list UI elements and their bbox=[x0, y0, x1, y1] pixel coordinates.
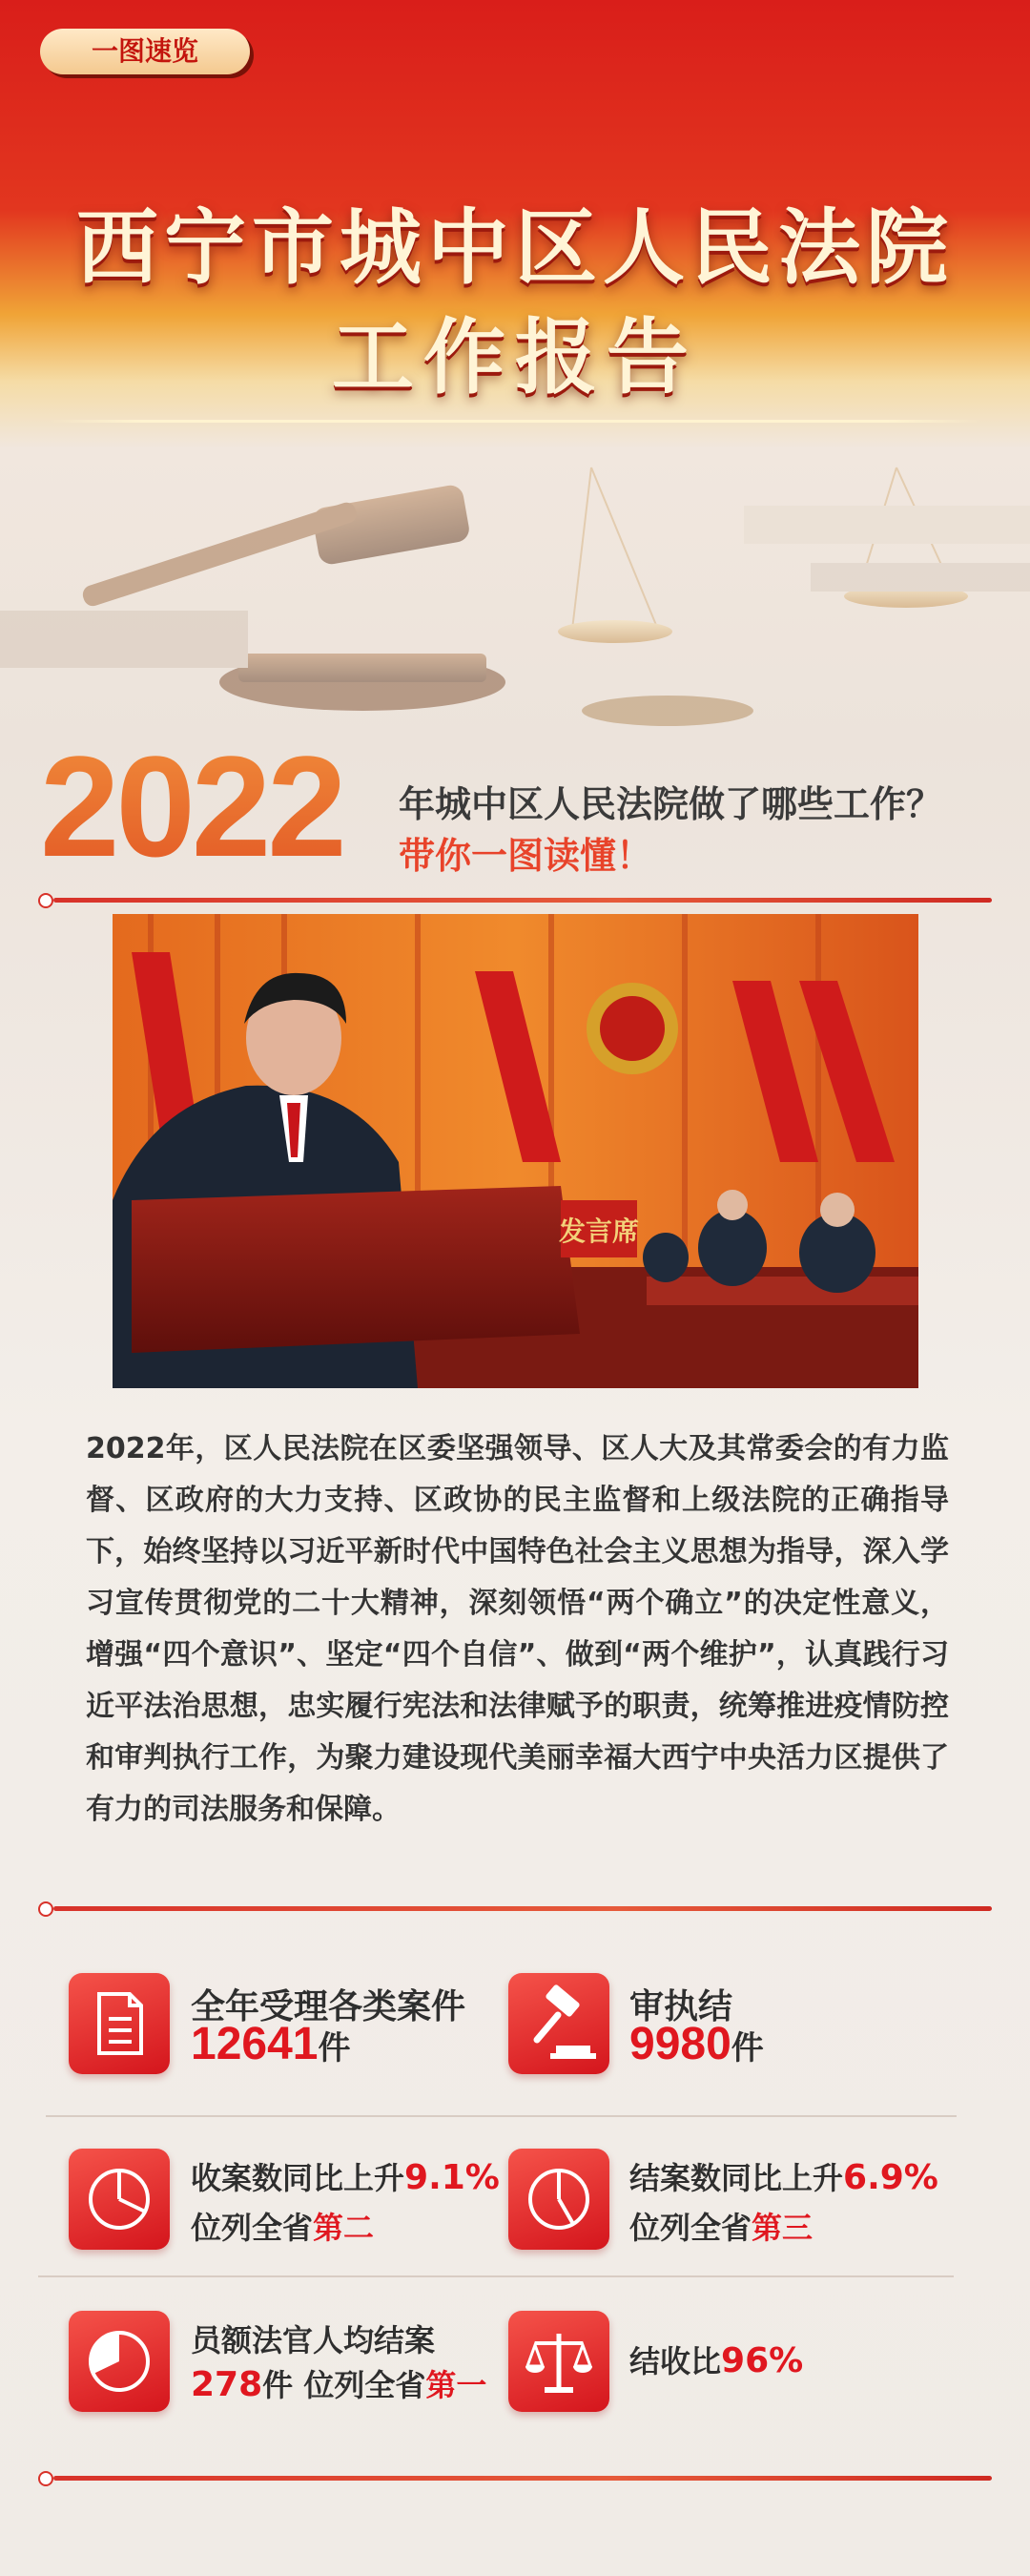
closing-growth-value: 6.9% bbox=[843, 2158, 938, 2197]
cases-unit: 件 bbox=[318, 2029, 351, 2067]
divider-dot bbox=[38, 1901, 53, 1917]
pie-chart-icon bbox=[69, 2311, 170, 2412]
scales-icon bbox=[508, 2311, 609, 2412]
section-divider bbox=[38, 2471, 992, 2486]
per-judge-row bbox=[191, 2361, 486, 2405]
year-number: 2022 bbox=[40, 726, 343, 886]
per-judge-rank: 第一 bbox=[425, 2367, 487, 2403]
cases-value: 12641 bbox=[191, 2019, 319, 2069]
filing-growth-value: 9.1% bbox=[404, 2158, 500, 2197]
filing-growth-label: 收案数同比上升 bbox=[191, 2160, 405, 2196]
stats-separator bbox=[46, 2115, 957, 2117]
filing-rank: 第二 bbox=[313, 2210, 375, 2246]
section-divider bbox=[38, 893, 992, 908]
divider-bar bbox=[53, 1906, 992, 1911]
closing-growth-label: 结案数同比上升 bbox=[629, 2160, 844, 2196]
per-judge-value: 278 bbox=[191, 2365, 263, 2404]
report-title-line2: 工作报告 bbox=[332, 309, 698, 405]
closed-value: 9980 bbox=[629, 2019, 731, 2069]
divider-dot bbox=[38, 893, 53, 908]
divider-bar bbox=[53, 2476, 992, 2481]
gavel-scales-background bbox=[0, 410, 1030, 744]
ratio-value: 96% bbox=[721, 2341, 804, 2380]
section-divider bbox=[38, 1901, 992, 1917]
closing-rank-row bbox=[629, 2204, 813, 2248]
stats-separator bbox=[38, 2275, 954, 2277]
document-icon bbox=[69, 1973, 170, 2074]
closing-growth-row bbox=[629, 2154, 938, 2198]
pie-chart-icon bbox=[508, 2149, 609, 2250]
intro-question: 年城中区人民法院做了哪些工作？ bbox=[399, 783, 943, 825]
report-title-line1: 西宁市城中区人民法院 bbox=[76, 199, 954, 296]
closing-rank-prefix: 位列全省 bbox=[629, 2210, 752, 2246]
cases-value-row bbox=[191, 2018, 350, 2070]
filing-growth-row bbox=[191, 2154, 500, 2198]
gavel-icon bbox=[508, 1973, 609, 2074]
divider-dot bbox=[38, 2471, 53, 2486]
ratio-label: 结收比 bbox=[629, 2343, 722, 2379]
meeting-photo bbox=[113, 914, 918, 1388]
filing-rank-prefix: 位列全省 bbox=[191, 2210, 314, 2246]
meeting-photo-illustration bbox=[113, 914, 918, 1388]
closing-rank: 第三 bbox=[752, 2210, 814, 2246]
closed-label: 审执结 bbox=[629, 1987, 733, 2026]
cases-label: 全年受理各类案件 bbox=[191, 1987, 466, 2026]
per-judge-unit: 件 bbox=[262, 2367, 294, 2403]
filing-rank-row bbox=[191, 2204, 374, 2248]
podium-sign: 发言席 bbox=[558, 1215, 640, 1247]
per-judge-label: 员额法官人均结案 bbox=[191, 2322, 436, 2358]
ratio-row bbox=[629, 2337, 803, 2381]
title-underline bbox=[50, 420, 980, 423]
per-judge-rank-prefix: 位列全省 bbox=[303, 2367, 426, 2403]
pie-chart-icon bbox=[69, 2149, 170, 2250]
report-summary: 2022年，区人民法院在区委坚强领导、区人大及其常委会的有力监督、区政府的大力支持、区政协的民主监督和上级法院的正确指导下，始终坚持以习近平新时代中国特色社会主义思想为指导，深入学习宣传贯彻党的二十大精神，深刻领悟“两个确立”的决定性意义，增强“四个意识”、坚定“四个自信”、做到“两个维护”，认真践行习近平法治思想，忠实履行宪法和法律赋予的职责，统筹推进疫情防控和审判执行工作，为聚力建设现代美丽幸福大西宁中央活力区提供了有力的司法服务和保障。 bbox=[86, 1432, 949, 1826]
closed-unit: 件 bbox=[731, 2029, 764, 2067]
divider-bar bbox=[53, 898, 992, 903]
closed-value-row bbox=[629, 2018, 764, 2070]
quick-view-badge: 一图速览 bbox=[40, 29, 250, 74]
intro-tagline: 带你一图读懂！ bbox=[399, 835, 653, 877]
